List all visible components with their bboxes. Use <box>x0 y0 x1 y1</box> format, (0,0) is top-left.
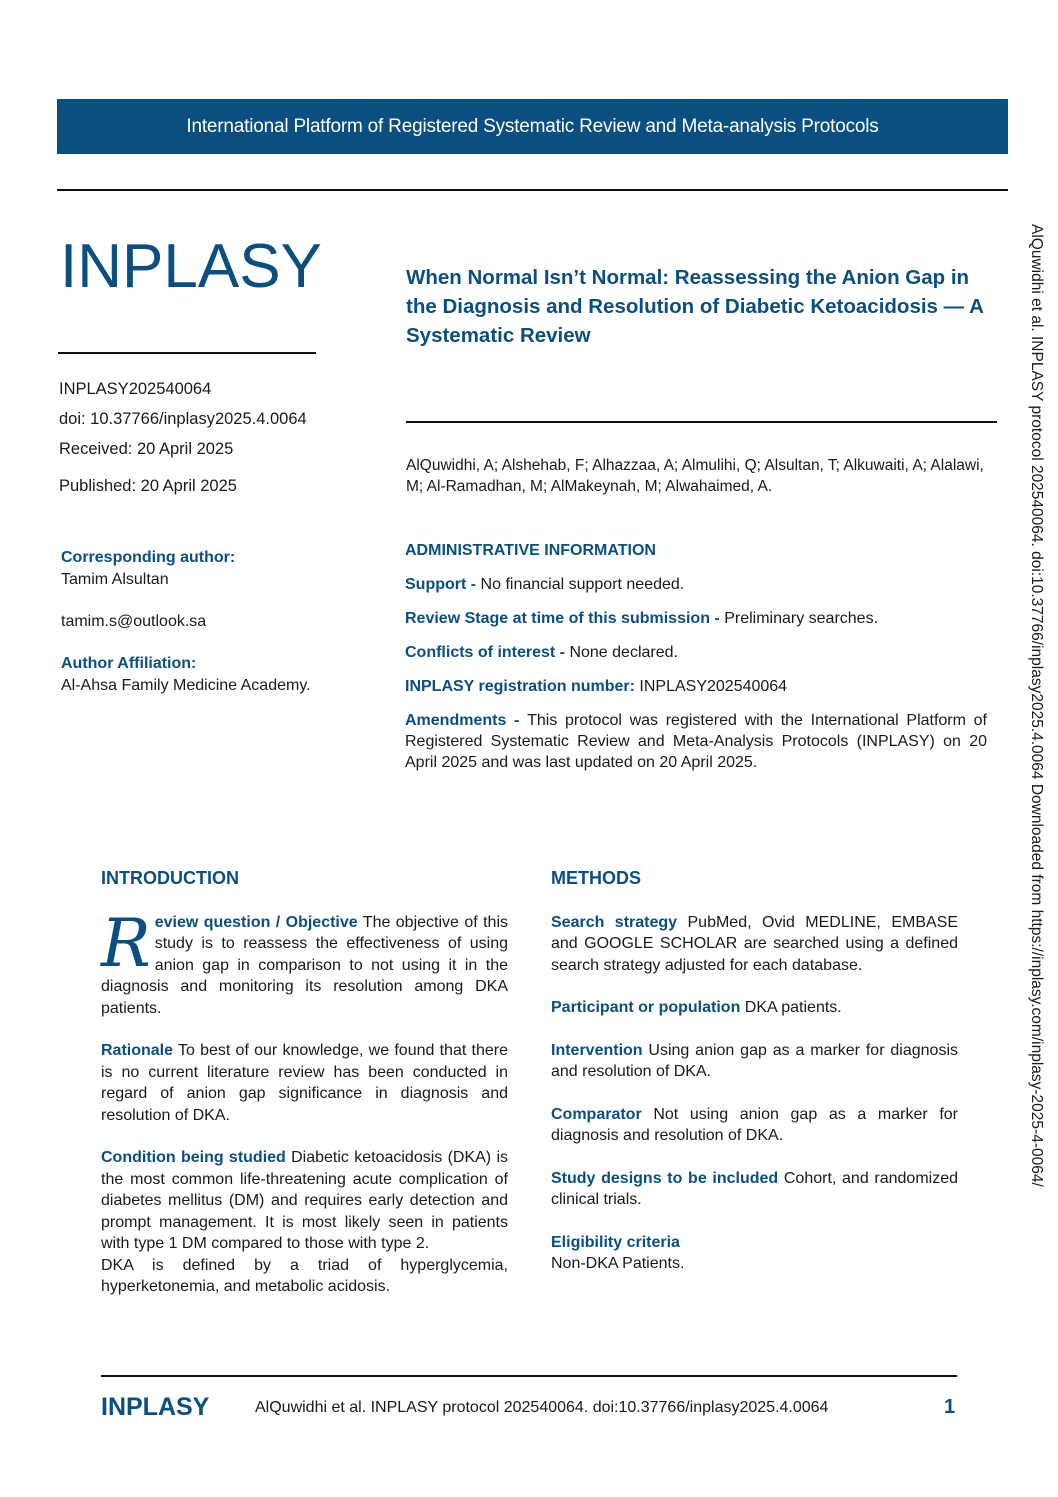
intro-condition <box>101 1147 508 1255</box>
side-citation: AlQuwidhi et al. INPLASY protocol 202540064. doi:10.37766/inplasy2025.4.0064 Downloaded from https://inplasy.com/inplasy-2025-4-0064/ <box>1028 224 1045 1187</box>
methods-value: Using anion gap as a marker for diagnosis and resolution of DKA. <box>551 1041 958 1080</box>
methods-heading: METHODS <box>551 868 641 888</box>
intro-rationale <box>101 1040 508 1126</box>
admin-item-support <box>405 574 987 595</box>
admin-value: Preliminary searches. <box>724 610 879 627</box>
methods-value: DKA patients. <box>740 999 842 1016</box>
corresponding-author-name: Tamim Alsultan <box>61 571 169 588</box>
corresponding-author-block <box>61 547 381 697</box>
author-list: AlQuwidhi, A; Alshehab, F; Alhazzaa, A; Almulihi, Q; Alsultan, T; Alkuwaiti, A; Alalawi, M; Al-Ramadhan, M; AlMakeynah, M; Alwahaimed, A. <box>406 457 984 495</box>
admin-value: INPLASY202540064 <box>639 678 788 695</box>
methods-key: Search strategy <box>551 913 678 931</box>
methods-value: Not using anion gap as a marker for diagnosis and resolution of DKA. <box>551 1105 958 1144</box>
admin-value: This protocol was registered with the International Platform of Registered Systematic Review and Meta-Analysis Protocols (INPLASY) on 20 April 2025 and was last updated on 20 April 2025. <box>405 712 987 771</box>
methods-eligibility <box>551 1232 958 1275</box>
intro-value: The objective of this study is to reassess the effectiveness of using anion gap in comparison to not using it in the diagnosis and monitoring its resolution among DKA patients. <box>101 913 508 1017</box>
methods-value: Non-DKA Patients. <box>551 1255 685 1272</box>
methods-key: Study designs to be included <box>551 1169 779 1187</box>
methods-key: Intervention <box>551 1041 643 1059</box>
paper-title: When Normal Isn’t Normal: Reassessing the Anion Gap in the Diagnosis and Resolution of Diabetic Ketoacidosis — A Systematic Review <box>406 266 984 347</box>
admin-value: No financial support needed. <box>480 576 685 593</box>
intro-key: eview question / Objective <box>154 913 358 931</box>
methods-section <box>551 868 958 1296</box>
doi[interactable]: doi: 10.37766/inplasy2025.4.0064 <box>59 410 307 428</box>
methods-value: PubMed, Ovid MEDLINE, EMBASE and GOOGLE SCHOLAR are searched using a defined search strategy adjusted for each database. <box>551 913 959 974</box>
admin-value: None declared. <box>569 644 678 661</box>
affiliation-label: Author Affiliation: <box>61 655 197 672</box>
intro-key: Condition being studied <box>101 1149 286 1166</box>
header-banner: International Platform of Registered Systematic Review and Meta-analysis Protocols <box>57 99 1008 154</box>
administrative-information <box>405 540 987 786</box>
inplasy-logo: INPLASY <box>60 232 322 301</box>
footer-divider <box>101 1375 957 1377</box>
admin-item-review-stage <box>405 608 987 629</box>
intro-value: To best of our knowledge, we found that there is no current literature review has been conducted in regard of anion gap significance in diagnosis and resolution of DKA. <box>101 1042 508 1124</box>
methods-value: Cohort, and randomized clinical trials. <box>551 1169 958 1208</box>
intro-value: Diabetic ketoacidosis (DKA) is the most common life-threatening acute complication of diabetes mellitus (DM) and requires early detection and prompt management. It is most likely seen in patients with type 1 DM compared to those with type 2. <box>101 1149 508 1252</box>
drop-cap: R <box>101 904 151 982</box>
received-date: Received: 20 April 2025 <box>59 440 234 458</box>
footer-logo: INPLASY <box>101 1393 210 1421</box>
methods-study-designs <box>551 1168 958 1211</box>
intro-review-question <box>101 904 508 1020</box>
admin-key: Amendments - <box>405 712 528 729</box>
title-divider <box>406 421 997 423</box>
admin-item-registration <box>405 676 987 697</box>
methods-key: Comparator <box>551 1105 642 1123</box>
methods-participants <box>551 997 958 1019</box>
methods-search-strategy <box>551 912 958 977</box>
admin-key: Support - <box>405 576 481 593</box>
admin-key: INPLASY registration number: <box>405 678 640 695</box>
admin-key: Review Stage at time of this submission - <box>405 610 725 627</box>
footer-citation: AlQuwidhi et al. INPLASY protocol 202540064. doi:10.37766/inplasy2025.4.0064 <box>255 1399 829 1416</box>
affiliation: Al-Ahsa Family Medicine Academy. <box>61 677 311 694</box>
methods-comparator <box>551 1104 958 1147</box>
logo-divider <box>58 352 316 354</box>
introduction-section <box>101 868 508 1319</box>
intro-key: Rationale <box>101 1042 174 1059</box>
corresponding-author-label: Corresponding author: <box>61 549 236 566</box>
admin-item-amendments <box>405 710 987 773</box>
methods-key: Participant or population <box>551 999 741 1016</box>
header-divider <box>57 189 1008 191</box>
methods-key: Eligibility criteria <box>551 1233 680 1251</box>
page-number: 1 <box>944 1396 956 1418</box>
registration-id: INPLASY202540064 <box>59 380 212 398</box>
corresponding-author-email[interactable]: tamim.s@outlook.sa <box>61 613 207 630</box>
admin-item-conflicts <box>405 642 987 663</box>
admin-heading: ADMINISTRATIVE INFORMATION <box>405 542 656 559</box>
published-date: Published: 20 April 2025 <box>59 477 237 495</box>
intro-condition-extra: DKA is defined by a triad of hyperglycemia, hyperketonemia, and metabolic acidosis. <box>101 1256 508 1295</box>
methods-intervention <box>551 1040 958 1083</box>
introduction-heading: INTRODUCTION <box>101 868 239 888</box>
admin-key: Conflicts of interest - <box>405 644 570 661</box>
